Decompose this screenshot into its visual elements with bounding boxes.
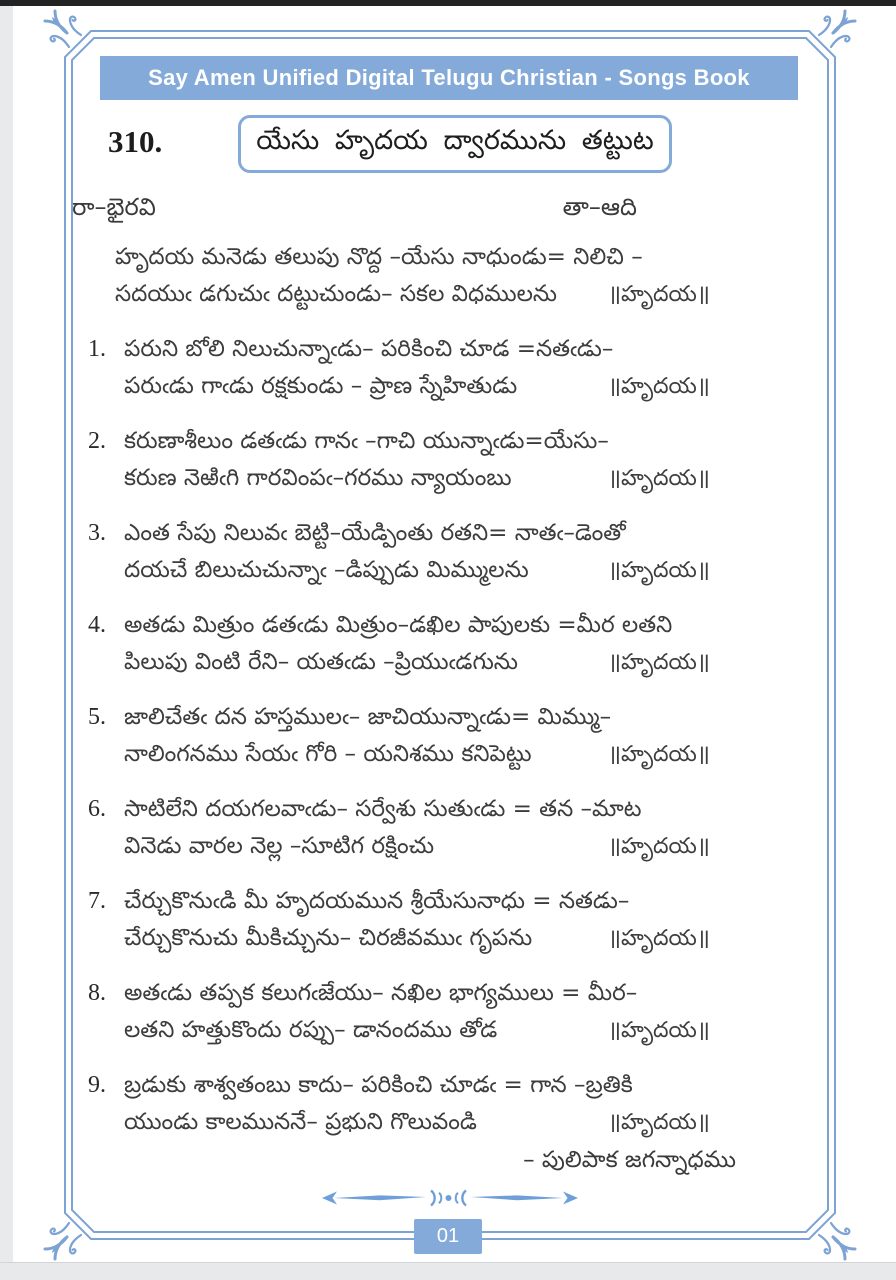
attribution: – పులిపాక జగన్నాధము: [523, 1147, 736, 1173]
verse-line: లతని హత్తుకొందు రప్పు– డానందము తోడ: [124, 1017, 498, 1043]
refrain-marker: ॥హృదయ॥: [607, 558, 710, 583]
verse-lines: [124, 791, 710, 865]
verse-line: అతఁడు తప్పక కలుగఁజేయు– నఖిల భాగ్యములు = మీర–: [124, 980, 638, 1006]
verse-number: 8.: [88, 980, 106, 1006]
verse-line: దయచే బిలుచుచున్నాఁ –డిప్పుడు మిమ్ములను: [124, 557, 529, 583]
verse-5: [72, 699, 722, 773]
verse-line: వినెడు వారల నెల్ల –సూటిగ రక్షించు: [124, 833, 435, 859]
verse-number: 3.: [88, 520, 106, 546]
verse-line: ఎంత సేపు నిలువఁ బెట్టి–యేడ్పింతు రతని= నాతఁ–డెంతో: [124, 520, 626, 546]
book-title-bar: [100, 56, 798, 100]
song-body: [72, 193, 736, 1179]
verse-number: 9.: [88, 1072, 106, 1098]
page-number-badge: 01: [414, 1219, 482, 1254]
verse-line: పిలుపు వింటి రేని– యతఁడు –ప్రియుఁడగును: [124, 649, 518, 675]
tala-label: తా–ఆది: [562, 193, 637, 221]
right-arrow-glyph: [563, 1192, 578, 1205]
pallavi-line-2: సదయుఁ డగుచుఁ దట్టుచుండు– సకల విధములను: [115, 281, 557, 307]
screen-edge-bottom: [0, 1262, 896, 1280]
refrain-marker: ॥హృదయ॥: [607, 926, 710, 951]
refrain-marker: ॥హృదయ॥: [607, 650, 710, 675]
verse-line: జాలిచేతఁ దన హస్తములఁ– జాచియున్నాఁడు= మిమ్ము–: [124, 704, 612, 730]
verse-2: [72, 423, 722, 497]
verse-line: కరుణాశీలుం డతఁడు గానఁ –గాచి యున్నాఁడు=యేసు–: [124, 428, 609, 454]
verse-6: [72, 791, 722, 865]
verse-line: సాటిలేని దయగలవాఁడు– సర్వేశు సుతుఁడు = తన –మాట: [124, 796, 642, 822]
verse-line: నాలింగనము సేయఁ గోరి – యనిశము కనిపెట్టు: [124, 741, 532, 767]
refrain-marker: ॥హృదయ॥: [607, 466, 710, 491]
verse-7: [72, 883, 722, 957]
refrain-marker: ॥హృదయ॥: [607, 1110, 710, 1135]
verse-number: 4.: [88, 612, 106, 638]
song-title: యేసు హృదయ ద్వారమును తట్టుట: [256, 125, 654, 156]
section-divider: [322, 1186, 578, 1210]
book-title: Say Amen Unified Digital Telugu Christian - Songs Book: [148, 65, 750, 90]
verse-number: 7.: [88, 888, 106, 914]
raga-label: రా–భైరవి: [72, 193, 156, 221]
verse-8: [72, 975, 722, 1049]
pallavi-line-2-row: [115, 276, 710, 313]
verse-3: [72, 515, 722, 589]
verse-number: 5.: [88, 704, 106, 730]
refrain-marker: ॥హృదయ॥: [607, 374, 710, 399]
verse-number: 6.: [88, 796, 106, 822]
refrain-marker: ॥హృదయ॥: [607, 742, 710, 767]
verse-line: అతడు మిత్రుం డతఁడు మిత్రుం–డఖిల పాపులకు =మీర లతని: [124, 612, 673, 638]
verse-lines: [124, 607, 710, 681]
verse-lines: [124, 699, 710, 773]
song-title-box: [238, 115, 672, 173]
verse-line: పరుఁడు గాఁడు రక్షకుండు – ప్రాణ స్నేహితుడు: [124, 373, 518, 399]
verse-9: [72, 1067, 722, 1141]
refrain-marker: ॥హృదయ॥: [607, 834, 710, 859]
verse-line: కరుణ నెఱిఁగి గారవింపఁ–గరము న్యాయంబు: [124, 465, 512, 491]
verse-line: యుండు కాలముననే– ప్రభుని గొలువండి: [124, 1109, 477, 1135]
verse-line: బ్రడుకు శాశ్వతంబు కాదు– పరికించి చూడఁ = గాన –బ్రతికి: [124, 1072, 633, 1098]
verse-lines: [124, 883, 710, 957]
refrain-marker: ॥హృదయ॥: [607, 1018, 710, 1043]
screen-edge-left: [0, 6, 13, 1262]
verse-lines: [124, 331, 710, 405]
song-number: 310.: [108, 124, 163, 159]
verse-number: 2.: [88, 428, 106, 454]
verse-line: చేర్చుకొనుచు మీకిచ్చును– చిరజీవముఁ గృపను: [124, 925, 533, 951]
verse-4: [72, 607, 722, 681]
verse-lines: [124, 423, 710, 497]
pallavi-line-1: హృదయ మనెడు తలుపు నొద్ద –యేసు నాధుండు= నిలిచి –: [115, 244, 643, 270]
verse-number: 1.: [88, 336, 106, 362]
pallavi: [72, 239, 722, 313]
verse-line: చేర్చుకొనుఁడి మీ హృదయమున శ్రీయేసునాధు = నతడు–: [124, 888, 630, 914]
raga-tala-row: [72, 193, 637, 225]
verse-lines: [124, 975, 710, 1049]
verse-line: పరుని బోలి నిలుచున్నాఁడు– పరికించి చూడ =నతఁడు–: [124, 336, 614, 362]
refrain-marker: ॥హృదయ॥: [607, 282, 710, 307]
verse-1: [72, 331, 722, 405]
verse-lines: [124, 515, 710, 589]
verse-lines: [124, 1067, 710, 1141]
